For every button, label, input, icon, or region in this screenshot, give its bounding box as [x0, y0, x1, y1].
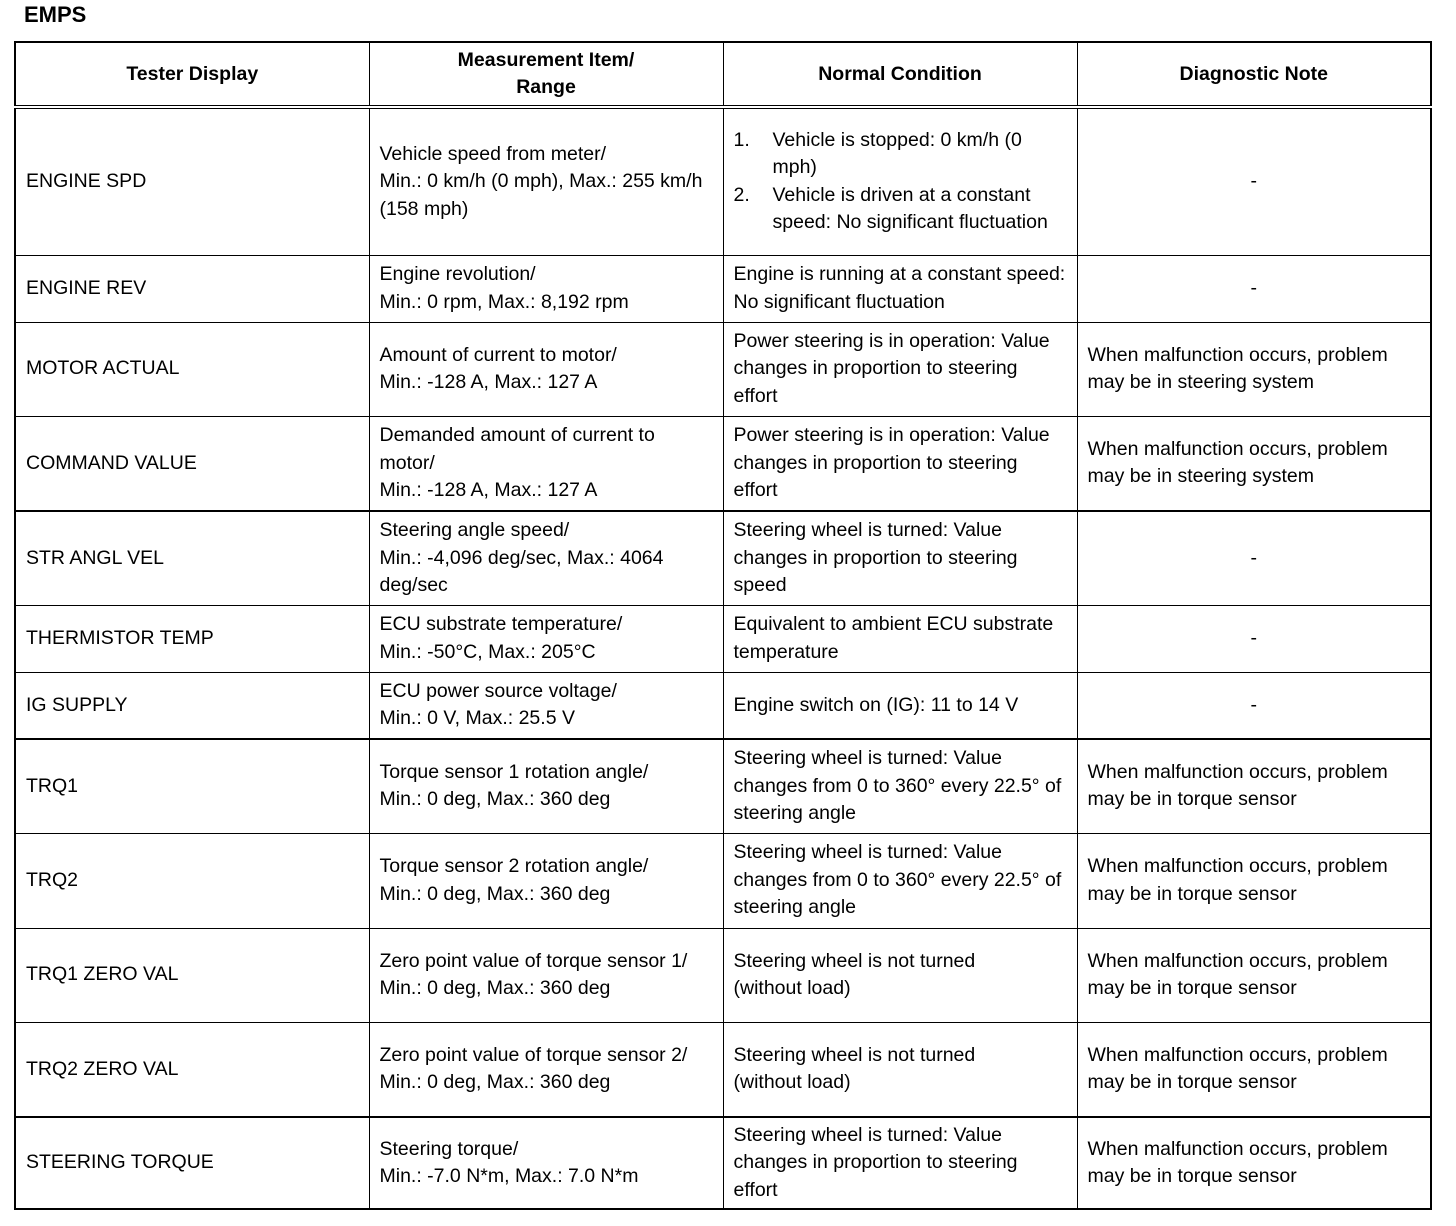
header-tester-display: Tester Display — [15, 42, 369, 107]
tester-display-cell: MOTOR ACTUAL — [15, 322, 369, 416]
diagnostic-note-cell: - — [1077, 107, 1431, 255]
diagnostic-note-cell: When malfunction occurs, problem may be in torque sensor — [1077, 1022, 1431, 1117]
tester-display-cell: ENGINE REV — [15, 255, 369, 322]
table-row — [15, 928, 1431, 1022]
measurement-cell: Amount of current to motor/ Min.: -128 A, Max.: 127 A — [369, 322, 723, 416]
normal-condition-cell: Power steering is in operation: Value changes in proportion to steering effort — [723, 322, 1077, 416]
tester-display-cell: TRQ1 ZERO VAL — [15, 928, 369, 1022]
normal-condition-cell: Engine is running at a constant speed: No significant fluctuation — [723, 255, 1077, 322]
table-row — [15, 255, 1431, 322]
table-row — [15, 1117, 1431, 1209]
table-row — [15, 1022, 1431, 1117]
normal-condition-cell: Steering wheel is turned: Value changes in proportion to steering effort — [723, 1117, 1077, 1209]
tester-display-cell: IG SUPPLY — [15, 672, 369, 739]
normal-condition-cell: Steering wheel is turned: Value changes in proportion to steering speed — [723, 511, 1077, 605]
normal-condition-cell: Steering wheel is not turned (without load) — [723, 1022, 1077, 1117]
diagnostic-note-cell: - — [1077, 605, 1431, 672]
header-measurement-item: Measurement Item/ Range — [369, 42, 723, 107]
list-text: Vehicle is driven at a constant speed: No significant fluctuation — [772, 183, 1048, 234]
normal-condition-cell: Equivalent to ambient ECU substrate temperature — [723, 605, 1077, 672]
table-row — [15, 605, 1431, 672]
table-row — [15, 739, 1431, 833]
table-header-row — [15, 42, 1431, 107]
measurement-cell: Zero point value of torque sensor 2/ Min.: 0 deg, Max.: 360 deg — [369, 1022, 723, 1117]
data-list-table — [14, 41, 1432, 1210]
page-title: EMPS — [24, 2, 87, 27]
table-row — [15, 833, 1431, 928]
list-number: 2. — [733, 183, 750, 206]
diagnostic-note-cell: When malfunction occurs, problem may be in torque sensor — [1077, 739, 1431, 833]
normal-condition-cell: Engine switch on (IG): 11 to 14 V — [723, 672, 1077, 739]
measurement-cell: Torque sensor 2 rotation angle/ Min.: 0 deg, Max.: 360 deg — [369, 833, 723, 928]
normal-condition-list — [734, 127, 1067, 237]
measurement-cell: Steering angle speed/ Min.: -4,096 deg/sec, Max.: 4064 deg/sec — [369, 511, 723, 605]
list-text: Vehicle is stopped: 0 km/h (0 mph) — [772, 128, 1022, 179]
tester-display-cell: THERMISTOR TEMP — [15, 605, 369, 672]
diagnostic-note-cell: - — [1077, 672, 1431, 739]
diagnostic-note-cell: - — [1077, 255, 1431, 322]
table-row — [15, 107, 1431, 255]
diagnostic-note-cell: When malfunction occurs, problem may be in torque sensor — [1077, 1117, 1431, 1209]
tester-display-cell: STEERING TORQUE — [15, 1117, 369, 1209]
normal-condition-cell — [723, 107, 1077, 255]
tester-display-cell: TRQ2 — [15, 833, 369, 928]
normal-condition-cell: Power steering is in operation: Value changes in proportion to steering effort — [723, 416, 1077, 511]
tester-display-cell: STR ANGL VEL — [15, 511, 369, 605]
diagnostic-note-cell: When malfunction occurs, problem may be in torque sensor — [1077, 928, 1431, 1022]
tester-display-cell: TRQ1 — [15, 739, 369, 833]
normal-condition-cell: Steering wheel is turned: Value changes from 0 to 360° every 22.5° of steering angle — [723, 739, 1077, 833]
measurement-cell: Steering torque/ Min.: -7.0 N*m, Max.: 7.0 N*m — [369, 1117, 723, 1209]
header-diagnostic-note: Diagnostic Note — [1077, 42, 1431, 107]
list-item — [734, 182, 1067, 237]
normal-condition-cell: Steering wheel is not turned (without load) — [723, 928, 1077, 1022]
table-row — [15, 416, 1431, 511]
measurement-cell: Demanded amount of current to motor/ Min.: -128 A, Max.: 127 A — [369, 416, 723, 511]
list-number: 1. — [733, 128, 750, 151]
tester-display-cell: COMMAND VALUE — [15, 416, 369, 511]
measurement-cell: ECU power source voltage/ Min.: 0 V, Max.: 25.5 V — [369, 672, 723, 739]
diagnostic-note-cell: - — [1077, 511, 1431, 605]
diagnostic-note-cell: When malfunction occurs, problem may be in torque sensor — [1077, 833, 1431, 928]
normal-condition-cell: Steering wheel is turned: Value changes from 0 to 360° every 22.5° of steering angle — [723, 833, 1077, 928]
measurement-cell: Engine revolution/ Min.: 0 rpm, Max.: 8,192 rpm — [369, 255, 723, 322]
measurement-cell: ECU substrate temperature/ Min.: -50°C, Max.: 205°C — [369, 605, 723, 672]
diagnostic-note-cell: When malfunction occurs, problem may be in steering system — [1077, 322, 1431, 416]
measurement-cell: Torque sensor 1 rotation angle/ Min.: 0 deg, Max.: 360 deg — [369, 739, 723, 833]
tester-display-cell: TRQ2 ZERO VAL — [15, 1022, 369, 1117]
header-normal-condition: Normal Condition — [723, 42, 1077, 107]
list-item — [734, 127, 1067, 182]
table-row — [15, 511, 1431, 605]
table-row — [15, 322, 1431, 416]
measurement-cell: Vehicle speed from meter/ Min.: 0 km/h (0 mph), Max.: 255 km/h (158 mph) — [369, 107, 723, 255]
diagnostic-note-cell: When malfunction occurs, problem may be in steering system — [1077, 416, 1431, 511]
table-row — [15, 672, 1431, 739]
measurement-cell: Zero point value of torque sensor 1/ Min.: 0 deg, Max.: 360 deg — [369, 928, 723, 1022]
tester-display-cell: ENGINE SPD — [15, 107, 369, 255]
